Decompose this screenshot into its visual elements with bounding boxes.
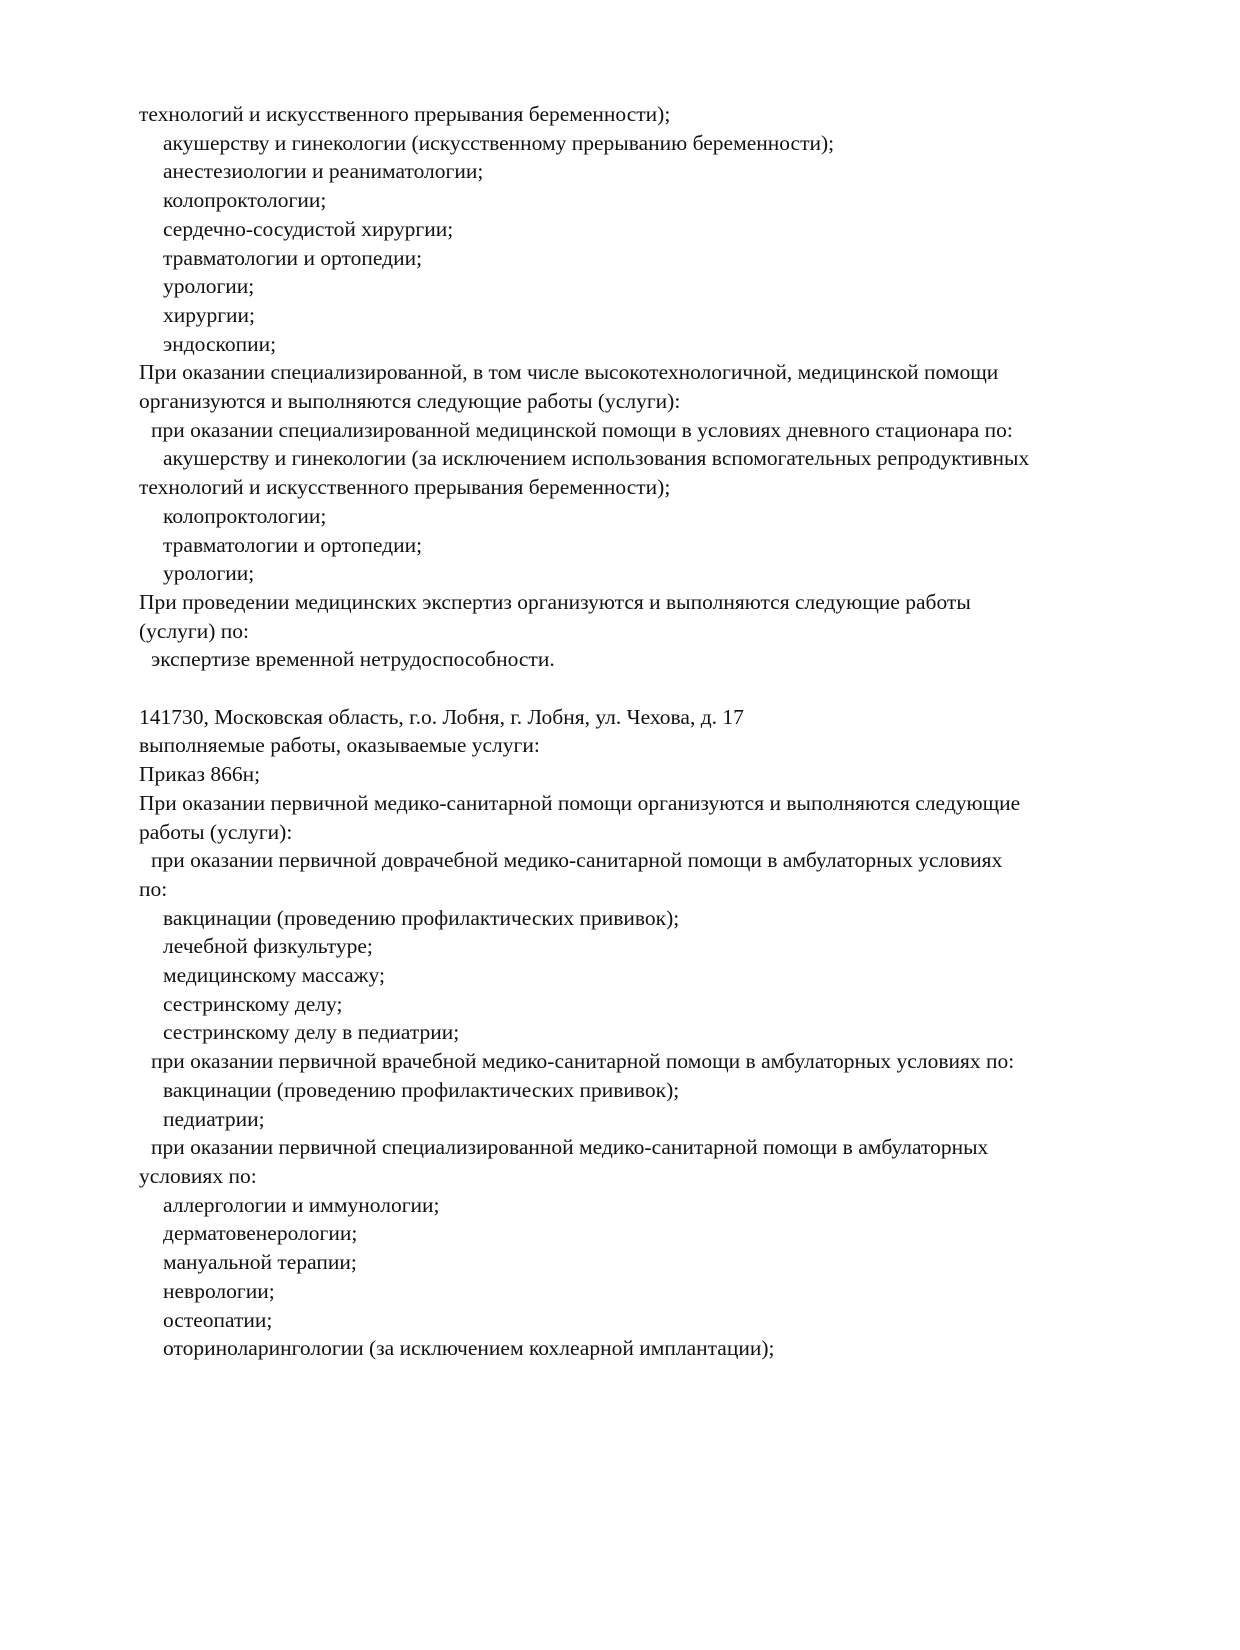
list-item: акушерству и гинекологии (за исключением использования вспомогательных репродуктивных (163, 446, 1030, 471)
list-item: лечебной физкультуре; (163, 934, 373, 959)
list-item: травматологии и ортопедии; (163, 245, 423, 270)
list-item: урологии; (163, 561, 255, 586)
list-item: сердечно-сосудистой хирургии; (163, 216, 454, 241)
paragraph-line: условиях по: (139, 1164, 257, 1188)
paragraph-line: технологий и искусственного прерывания беременности); (139, 475, 671, 500)
paragraph-line: по: (139, 876, 168, 901)
list-item: колопроктологии; (163, 188, 327, 213)
paragraph-line: При проведении медицинских экспертиз организуются и выполняются следующие работы (139, 589, 971, 614)
list-item: дерматовенерологии; (163, 1221, 358, 1246)
paragraph-line: организуются и выполняются следующие работы (услуги): (139, 389, 681, 414)
subsection-line: экспертизе временной нетрудоспособности. (151, 647, 555, 672)
list-item: колопроктологии; (163, 503, 327, 528)
subsection-line: при оказании первичной доврачебной медико-санитарной помощи в амбулаторных условиях (151, 848, 1003, 873)
list-item: сестринскому делу; (163, 991, 343, 1016)
paragraph-line: работы (услуги): (139, 819, 293, 844)
list-item: анестезиологии и реаниматологии; (163, 159, 484, 184)
list-item: хирургии; (163, 302, 256, 327)
list-item: аллергологии и иммунологии; (163, 1192, 440, 1217)
paragraph-line: При оказании специализированной, в том числе высокотехнологичной, медицинской помощи (139, 360, 999, 385)
paragraph-line: Приказ 866н; (139, 762, 261, 787)
list-item: оториноларингологии (за исключением кохлеарной имплантации); (163, 1336, 775, 1361)
list-item: сестринскому делу в педиатрии; (163, 1020, 460, 1045)
paragraph-line: выполняемые работы, оказываемые услуги: (139, 733, 540, 758)
list-item: неврологии; (163, 1278, 275, 1303)
list-item: эндоскопии; (163, 331, 277, 356)
list-item: вакцинации (проведению профилактических прививок); (163, 1077, 680, 1102)
document-page (139, 100, 1129, 1363)
paragraph-line: 141730, Московская область, г.о. Лобня, г. Лобня, ул. Чехова, д. 17 (139, 704, 744, 729)
subsection-line: при оказании специализированной медицинской помощи в условиях дневного стационара по: (151, 417, 1013, 442)
list-item: вакцинации (проведению профилактических прививок); (163, 905, 680, 930)
list-item: акушерству и гинекологии (искусственному прерыванию беременности); (163, 130, 835, 155)
subsection-line: при оказании первичной врачебной медико-санитарной помощи в амбулаторных условиях по: (151, 1049, 1015, 1074)
paragraph-line: При оказании первичной медико-санитарной помощи организуются и выполняются следующие (139, 790, 1021, 815)
list-item: медицинскому массажу; (163, 963, 385, 988)
list-item: педиатрии; (163, 1106, 265, 1131)
paragraph-line: (услуги) по: (139, 618, 250, 643)
services-block-1 (139, 100, 1129, 674)
list-item: травматологии и ортопедии; (163, 532, 423, 557)
list-item: урологии; (163, 274, 255, 299)
services-block-2-lobnya-address (139, 703, 1129, 1363)
paragraph-line: технологий и искусственного прерывания беременности); (139, 102, 671, 126)
list-item: мануальной терапии; (163, 1250, 357, 1275)
section-gap (139, 674, 1129, 703)
subsection-line: при оказании первичной специализированной медико-санитарной помощи в амбулаторных (151, 1135, 989, 1160)
list-item: остеопатии; (163, 1307, 273, 1332)
